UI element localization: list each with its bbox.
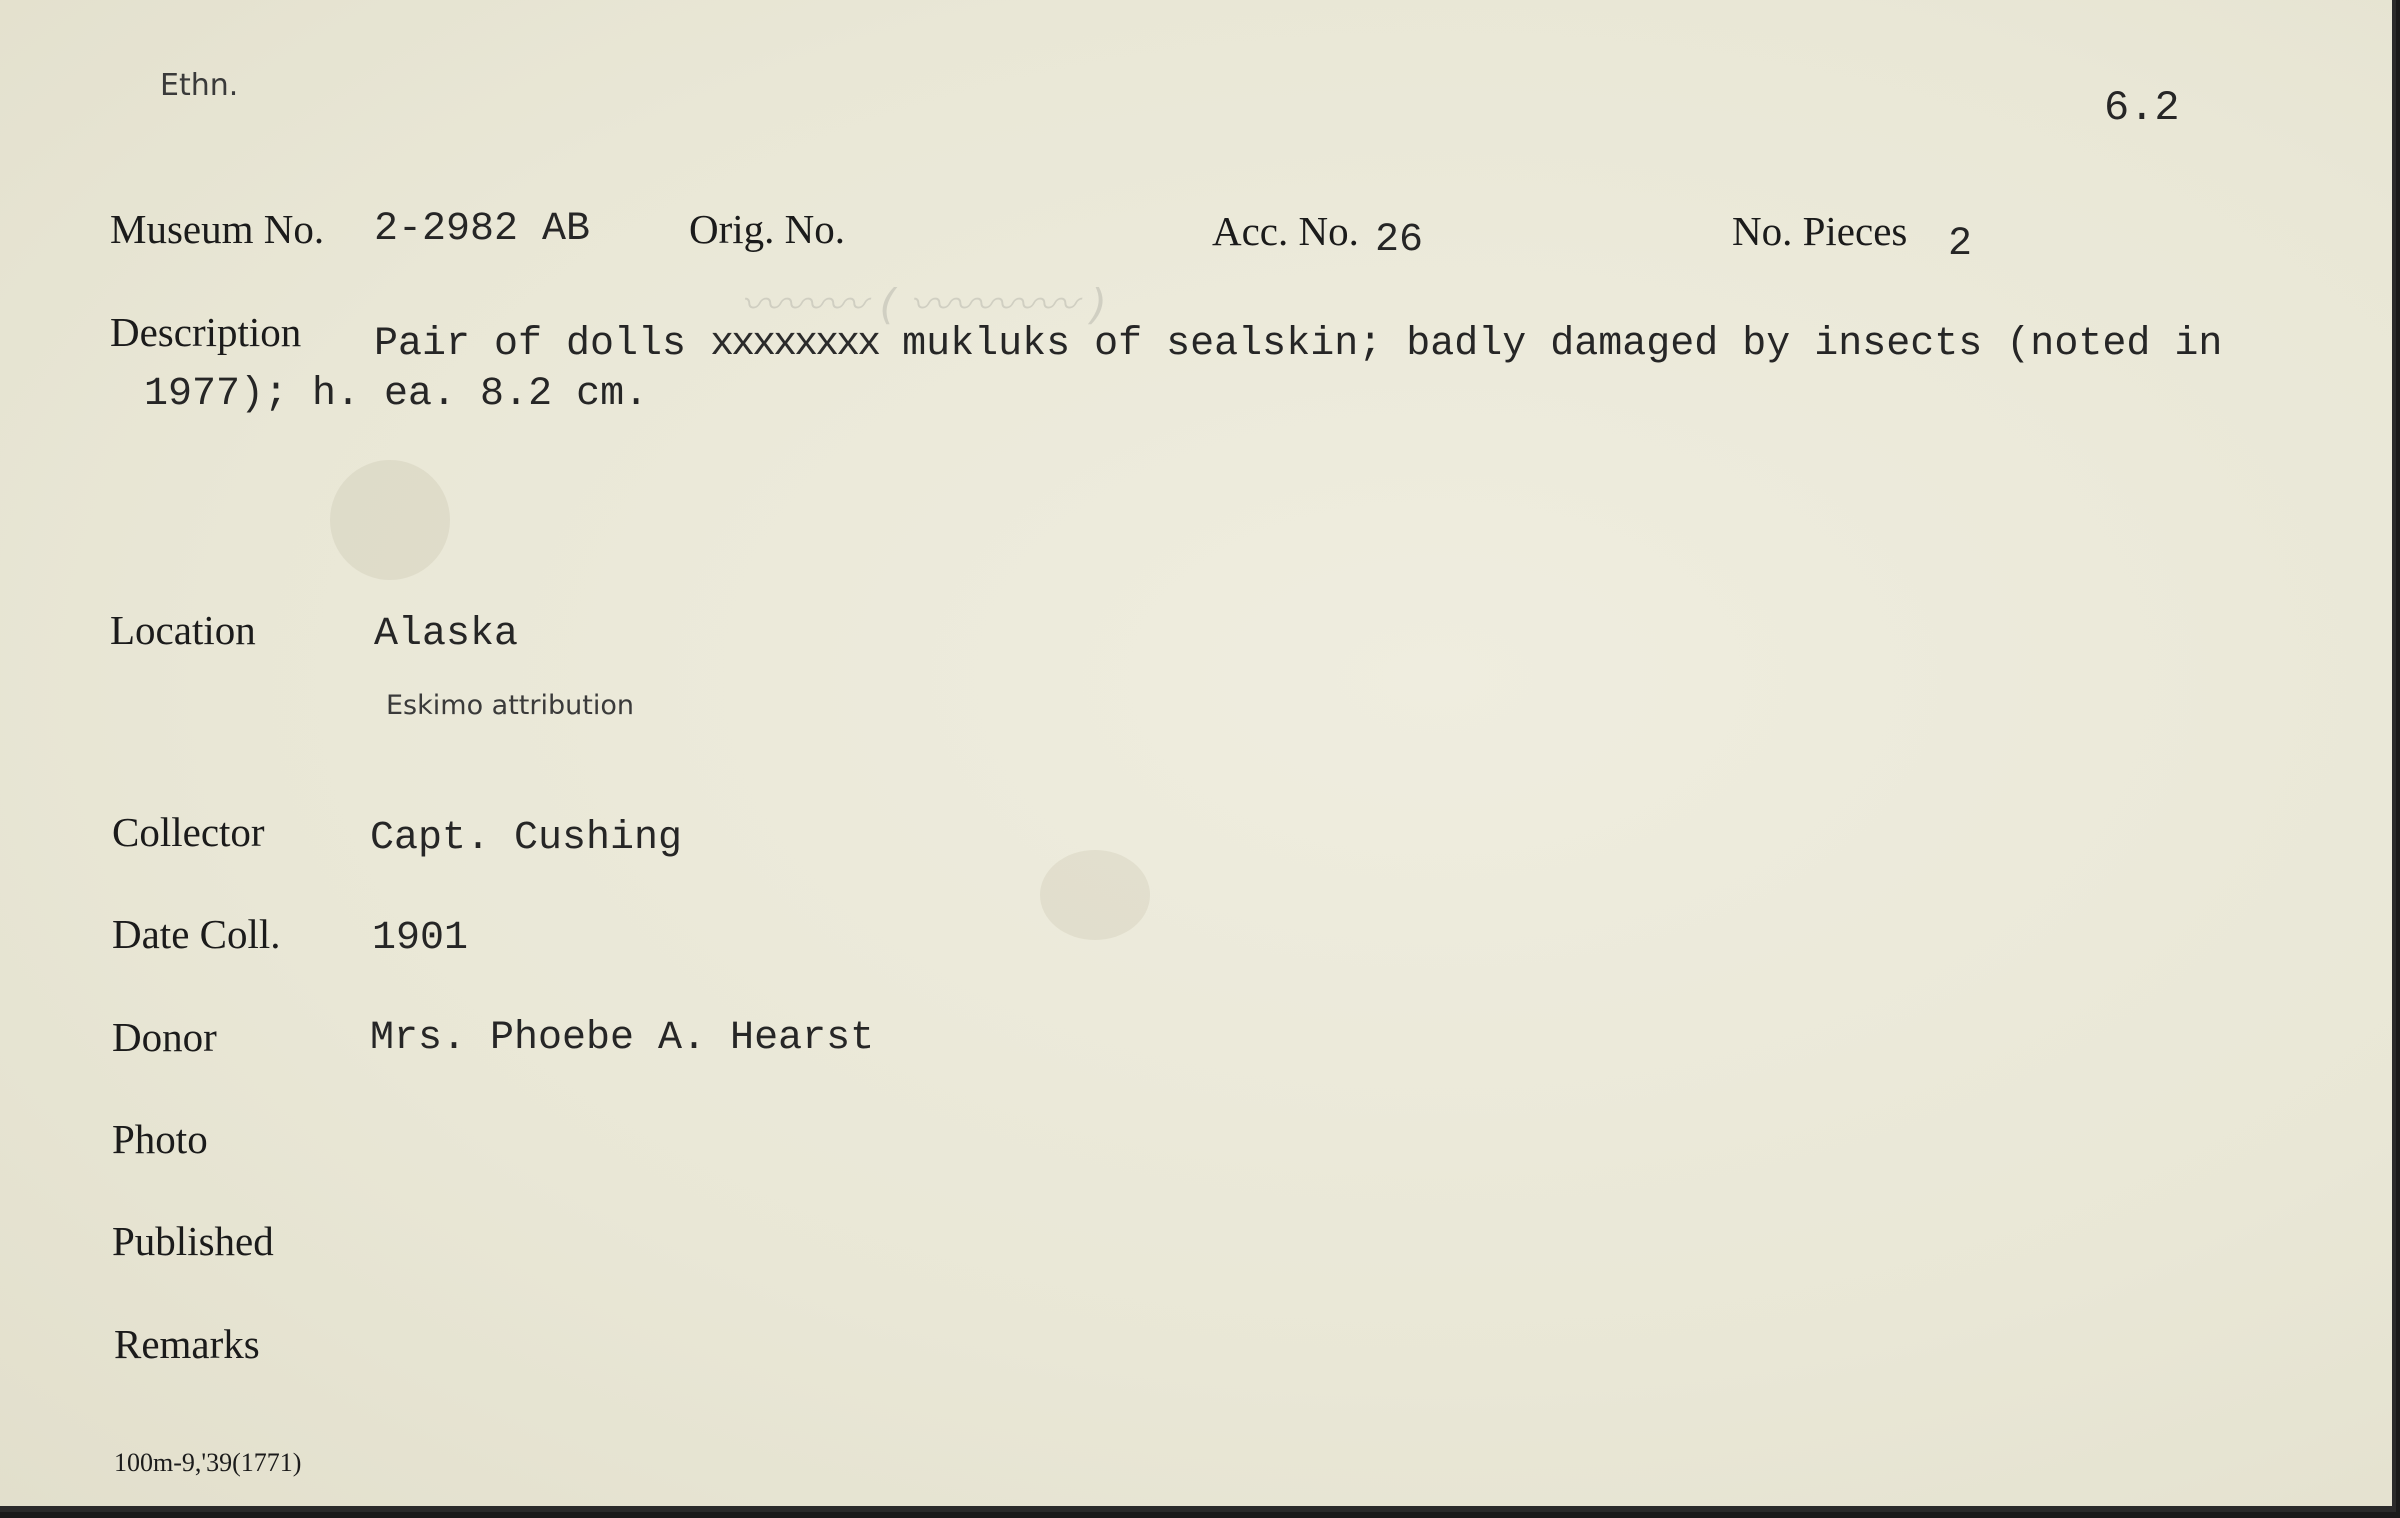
struck-out-text: xxxxxxxx [710, 322, 879, 367]
location-label: Location [110, 607, 256, 653]
description-line-2: 1977); h. ea. 8.2 cm. [144, 372, 649, 417]
department-label: Ethn. [160, 68, 239, 103]
museum-no-value: 2-2982 AB [374, 207, 591, 252]
date-coll-value: 1901 [372, 916, 469, 961]
description-label: Description [110, 309, 302, 355]
location-note: Eskimo attribution [386, 690, 634, 721]
museum-no-label: Museum No. [110, 206, 325, 252]
print-code: 100m-9,'39(1771) [114, 1448, 302, 1477]
donor-label: Donor [112, 1014, 217, 1060]
orig-no-label: Orig. No. [689, 206, 846, 252]
photo-label: Photo [112, 1116, 208, 1162]
remarks-label: Remarks [114, 1321, 260, 1367]
collector-value: Capt. Cushing [370, 816, 683, 861]
location-value: Alaska [374, 612, 519, 657]
published-label: Published [112, 1218, 274, 1264]
donor-value: Mrs. Phoebe A. Hearst [370, 1016, 875, 1061]
page-reference: 6.2 [2104, 84, 2180, 132]
date-coll-label: Date Coll. [112, 911, 281, 957]
no-pieces-value: 2 [1948, 222, 1973, 267]
faint-pencil-marks: 〰〰〰 ( 〰〰〰〰 ) [740, 280, 1107, 329]
description-line-1 [374, 322, 2222, 367]
stain-mark [1040, 850, 1150, 940]
stain-mark [330, 460, 450, 580]
description-text-start: Pair of dolls [374, 322, 687, 367]
acc-no-label: Acc. No. [1212, 208, 1359, 254]
description-text-end: mukluks of sealskin; badly damaged by insects (noted in [902, 322, 2223, 367]
acc-no-value: 26 [1375, 218, 1424, 263]
collector-label: Collector [112, 809, 265, 855]
no-pieces-label: No. Pieces [1732, 208, 1908, 254]
